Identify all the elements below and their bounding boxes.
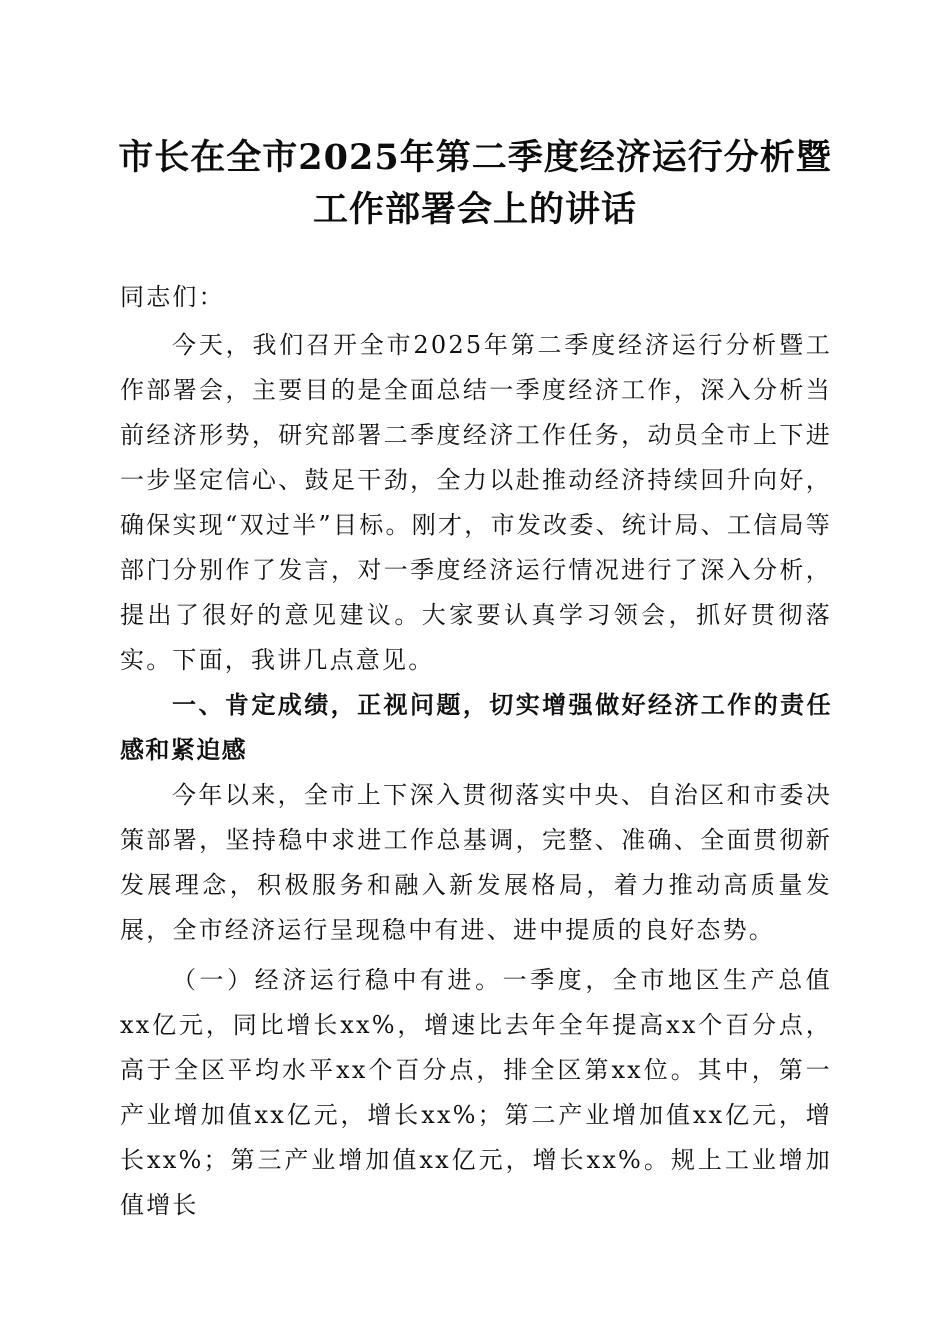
document-body (120, 275, 832, 1228)
title-line-2: 工作部署会上的讲话 (312, 189, 637, 230)
title-line-1: 市长在全市2025年第二季度经济运行分析暨 (118, 137, 832, 178)
section-heading-1: 一、肯定成绩，正视问题，切实增强做好经济工作的责任感和紧迫感 (120, 691, 832, 764)
paragraph-overview: 今年以来，全市上下深入贯彻落实中央、自治区和市委决策部署，坚持稳中求进工作总基调，完整、准确、全面贯彻新发展理念，积极服务和融入新发展格局，着力推动高质量发展，全市经济运行呈现稳中有进、进中提质的良好态势。 (120, 781, 832, 944)
salutation: 同志们： (120, 283, 225, 311)
document-title (100, 132, 850, 236)
paragraph-subsection-1: （一）经济运行稳中有进。一季度，全市地区生产总值xx亿元，同比增长xx%，增速比去年全年提高xx个百分点，高于全区平均水平xx个百分点，排全区第xx位。其中，第一产业增加值xx亿元，增长xx%；第二产业增加值xx亿元，增长xx%；第三产业增加值xx亿元，增长xx%。规上工业增加值增长 (120, 966, 832, 1219)
paragraph-intro: 今天，我们召开全市2025年第二季度经济运行分析暨工作部署会，主要目的是全面总结一季度经济工作，深入分析当前经济形势，研究部署二季度经济工作任务，动员全市上下进一步坚定信心、鼓足干劲，全力以赴推动经济持续回升向好，确保实现“双过半”目标。刚才，市发改委、统计局、工信局等部门分别作了发言，对一季度经济运行情况进行了深入分析，提出了很好的意见建议。大家要认真学习领会，抓好贯彻落实。下面，我讲几点意见。 (120, 331, 832, 674)
